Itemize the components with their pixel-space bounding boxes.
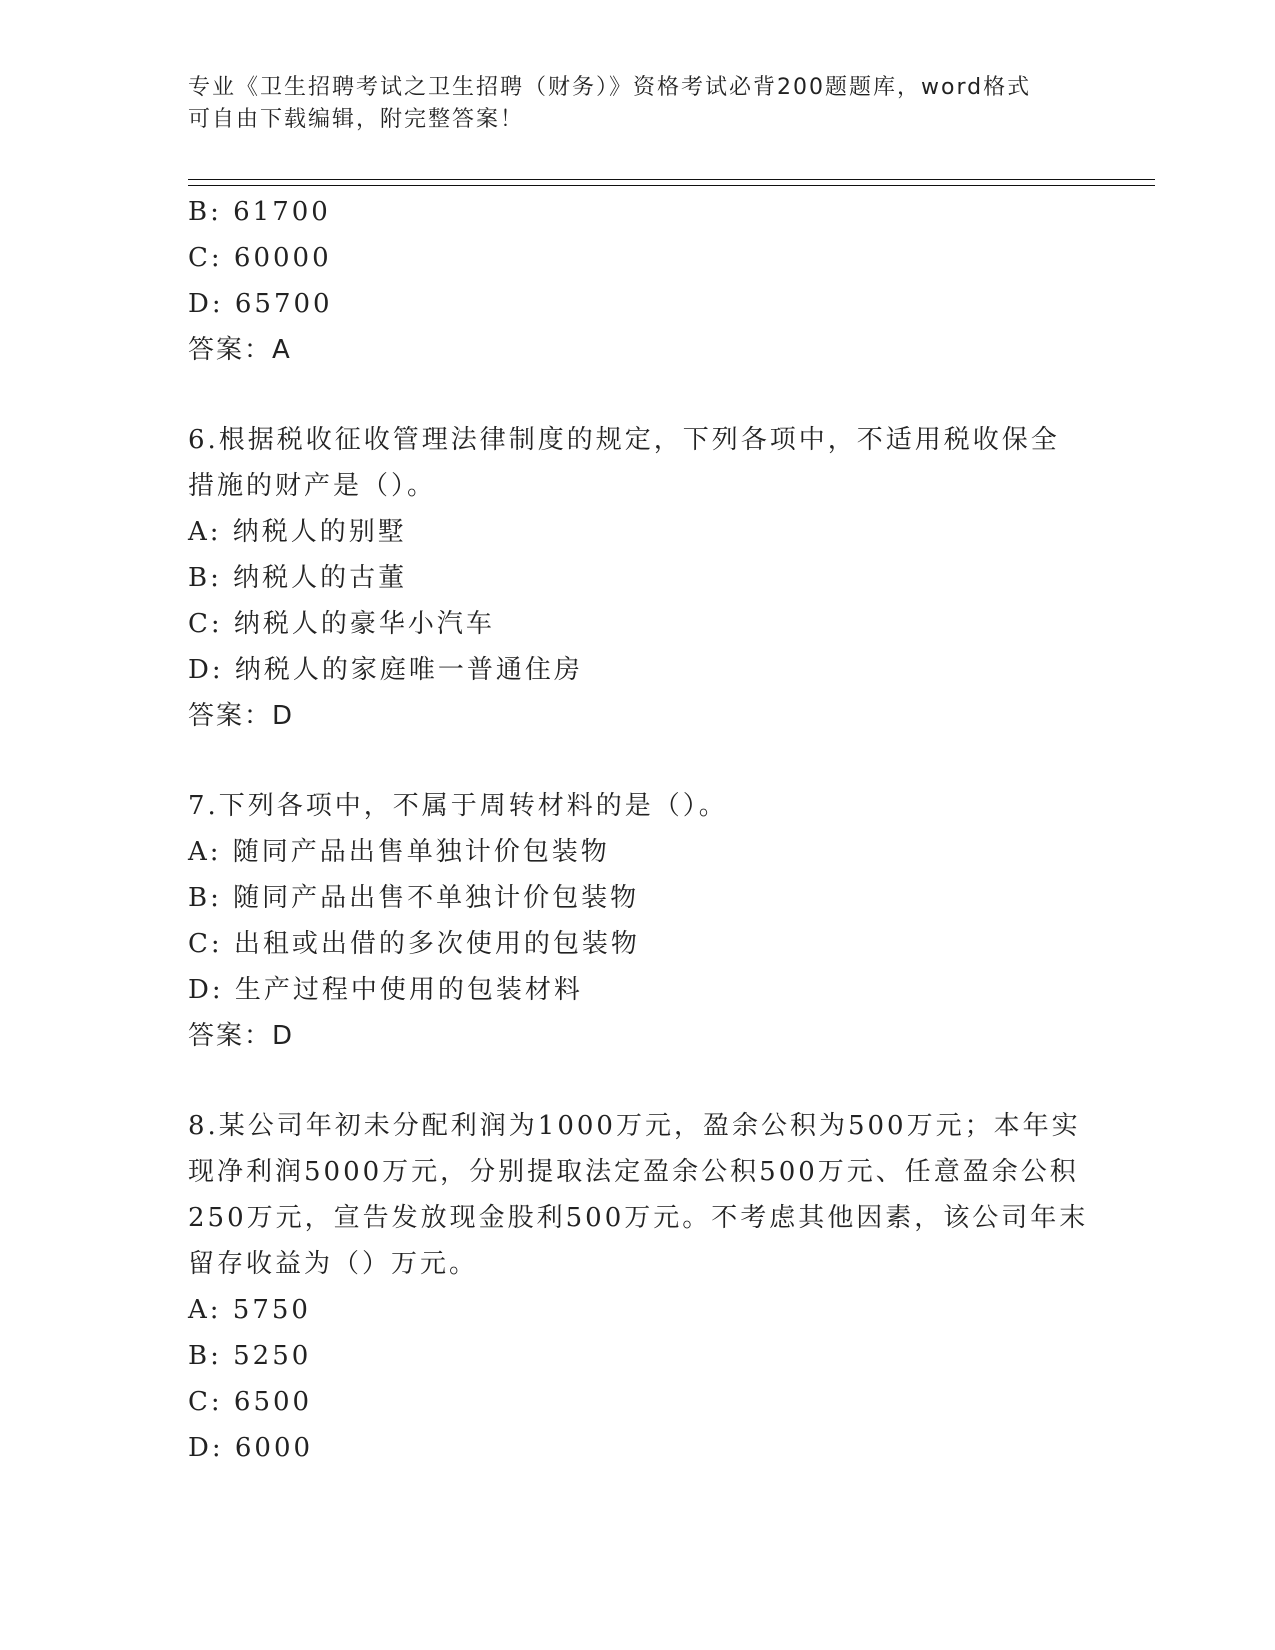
question-7 — [188, 783, 1088, 1059]
option-c: C: 6500 — [188, 1387, 313, 1417]
option-b: B: 61700 — [188, 197, 331, 227]
header-double-rule — [188, 179, 1155, 186]
option-c: C: 出租或出借的多次使用的包装物 — [188, 929, 640, 959]
document-header — [188, 72, 1088, 136]
answer: 答案：D — [188, 701, 295, 731]
option-d: D: 6000 — [188, 1433, 314, 1463]
spacer — [188, 739, 1088, 783]
question-6 — [188, 417, 1088, 739]
question-list — [188, 189, 1088, 1471]
answer: 答案：D — [188, 1021, 295, 1051]
question-stem: 8.某公司年初未分配利润为1000万元，盈余公积为500万元；本年实 — [188, 1111, 1081, 1141]
option-a: A: 纳税人的别墅 — [188, 517, 407, 547]
spacer — [188, 1059, 1088, 1103]
question-stem: 措施的财产是（）。 — [188, 471, 437, 501]
option-b: B: 纳税人的古董 — [188, 563, 408, 593]
option-b: B: 5250 — [188, 1341, 312, 1371]
option-c: C: 纳税人的豪华小汽车 — [188, 609, 495, 639]
option-a: A: 随同产品出售单独计价包装物 — [188, 837, 610, 867]
question-stem: 6.根据税收征收管理法律制度的规定，下列各项中，不适用税收保全 — [188, 425, 1060, 455]
header-line-2: 可自由下载编辑，附完整答案！ — [188, 107, 525, 132]
question-stem: 留存收益为（）万元。 — [188, 1249, 479, 1279]
question-5-continued — [188, 189, 1088, 373]
question-8 — [188, 1103, 1088, 1471]
option-c: C: 60000 — [188, 243, 332, 273]
question-stem: 7.下列各项中，不属于周转材料的是（）。 — [188, 791, 728, 821]
option-d: D: 纳税人的家庭唯一普通住房 — [188, 655, 583, 685]
option-d: D: 65700 — [188, 289, 333, 319]
question-stem: 250万元，宣告发放现金股利500万元。不考虑其他因素，该公司年末 — [188, 1203, 1089, 1233]
answer: 答案：A — [188, 335, 292, 365]
header-line-1: 专业《卫生招聘考试之卫生招聘（财务）》资格考试必背200题题库，word格式 — [188, 75, 1032, 100]
spacer — [188, 373, 1088, 417]
option-d: D: 生产过程中使用的包装材料 — [188, 975, 583, 1005]
question-stem: 现净利润5000万元，分别提取法定盈余公积500万元、任意盈余公积 — [188, 1157, 1079, 1187]
option-b: B: 随同产品出售不单独计价包装物 — [188, 883, 640, 913]
option-a: A: 5750 — [188, 1295, 311, 1325]
